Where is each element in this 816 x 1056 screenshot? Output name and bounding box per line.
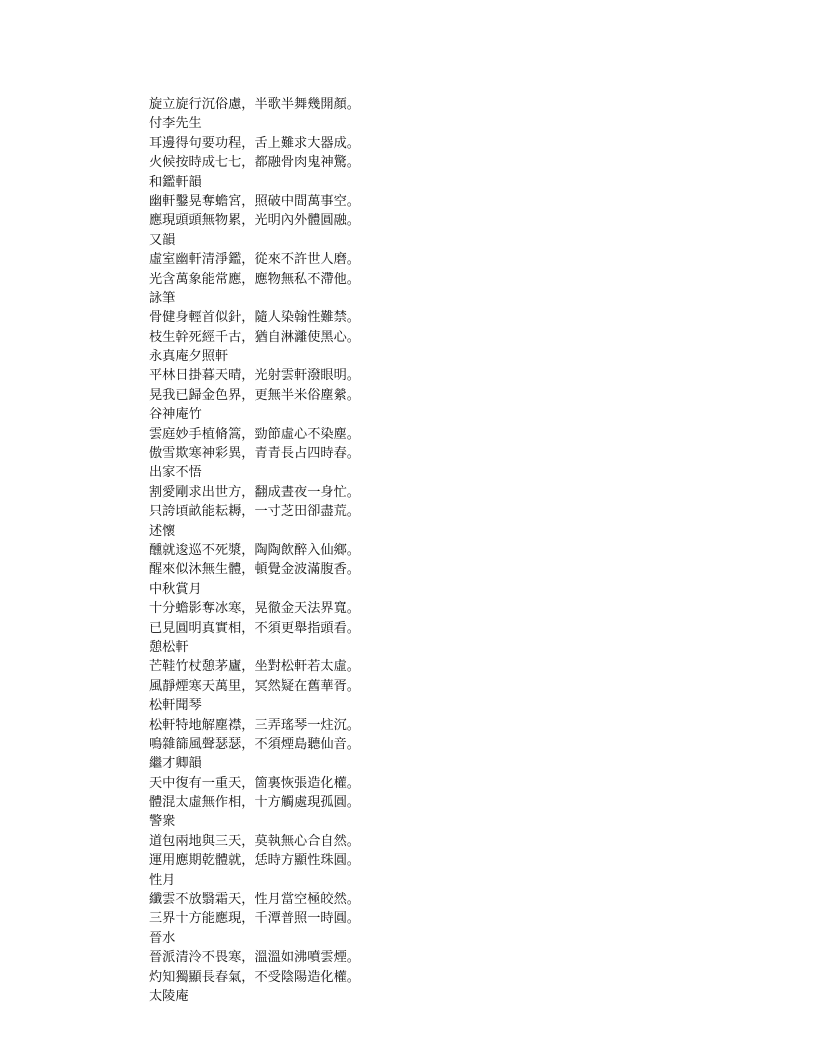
poem-title: 警衆 [149,814,176,830]
text-line: 晃我已歸金色界，更無半米俗塵縈。 [149,387,360,403]
poem-title: 述懷 [149,523,176,539]
poem-title: 和鑑軒韻 [149,174,202,190]
poem-title: 又韻 [149,232,176,248]
text-line: 火候按時成七七，都融骨肉鬼神驚。 [149,155,360,171]
text-line: 道包兩地與三天，莫執無心合自然。 [149,833,360,849]
poem-title: 永真庵夕照軒 [149,349,229,365]
text-line: 天中復有一重天，箇裏恢張造化權。 [149,775,360,791]
text-line: 三界十方能應現，千潭普照一時圓。 [149,911,360,927]
text-line: 風靜煙寒天萬里，冥然疑在舊華胥。 [149,678,360,694]
poem-text-block [149,95,789,1006]
text-line: 醒來似沐無生體，頓覺金波滿腹香。 [149,562,360,578]
text-line: 耳邊得句要功程，舌上難求大器成。 [149,135,360,151]
text-line: 虛室幽軒清淨鑑，從來不許世人磨。 [149,252,360,268]
text-line: 旋立旋行沉俗慮，半歌半舞幾開顏。 [149,97,360,112]
text-line: 雲庭妙手植脩篙，勁節虛心不染塵。 [149,426,360,442]
text-line: 應現頭頭無物累，光明內外體圓融。 [149,213,360,229]
text-line: 幽軒鑿晃奪蟾宮，照破中間萬事空。 [149,193,360,209]
text-line: 灼知獨顯長春氣，不受陰陽造化權。 [149,969,360,985]
text-line: 十分蟾影奪冰寒，晃徹金天法界寬。 [149,601,360,617]
text-line: 醺就逡巡不死漿，陶陶飲醉入仙鄉。 [149,542,360,558]
poem-title: 晉水 [149,930,176,946]
text-line: 芒鞋竹杖憩茅廬，坐對松軒若太虛。 [149,659,360,675]
text-line: 體混太虛無作相，十方觸處現孤圓。 [149,795,360,811]
text-line: 骨健身輕首似針，隨人染翰性難禁。 [149,310,360,326]
poem-title: 繼才卿韻 [149,756,202,772]
poem-title: 出家不悟 [149,465,202,481]
text-line: 傲雪欺寒神彩異，青青長占四時春。 [149,446,360,462]
poem-title: 谷神庵竹 [149,407,202,423]
text-line: 晉派清泠不畏寒，溫溫如沸噴雲煙。 [149,950,360,966]
text-line: 光含萬象能常應，應物無私不滯他。 [149,271,360,287]
text-line: 鳴雜篩風聲瑟瑟，不須煙島聽仙音。 [149,736,360,752]
text-line: 運用應期乾體就，恁時方顯性珠圓。 [149,853,360,869]
text-line: 枝生幹死經千古，猶自淋灕使黑心。 [149,329,360,345]
poem-title: 性月 [149,872,176,888]
poem-title: 詠筆 [149,290,176,306]
poem-title: 付李先生 [149,116,202,132]
text-line: 平林日掛暮天晴，光射雲軒潑眼明。 [149,368,360,384]
poem-title: 松軒聞琴 [149,698,202,714]
poem-title: 憩松軒 [149,639,189,655]
poem-title: 中秋賞月 [149,581,202,597]
text-line: 已見圓明真實相，不須更舉指頭看。 [149,620,360,636]
poem-title: 太陵庵 [149,988,189,1004]
text-line: 纖雲不放翳霜天，性月當空極皎然。 [149,892,360,908]
text-line: 只誇頃畝能耘耨，一寸芝田卻盡荒。 [149,504,360,520]
text-line: 割愛剛求出世方，翻成晝夜一身忙。 [149,484,360,500]
text-line: 松軒特地解塵襟，三弄瑤琴一炷沉。 [149,717,360,733]
